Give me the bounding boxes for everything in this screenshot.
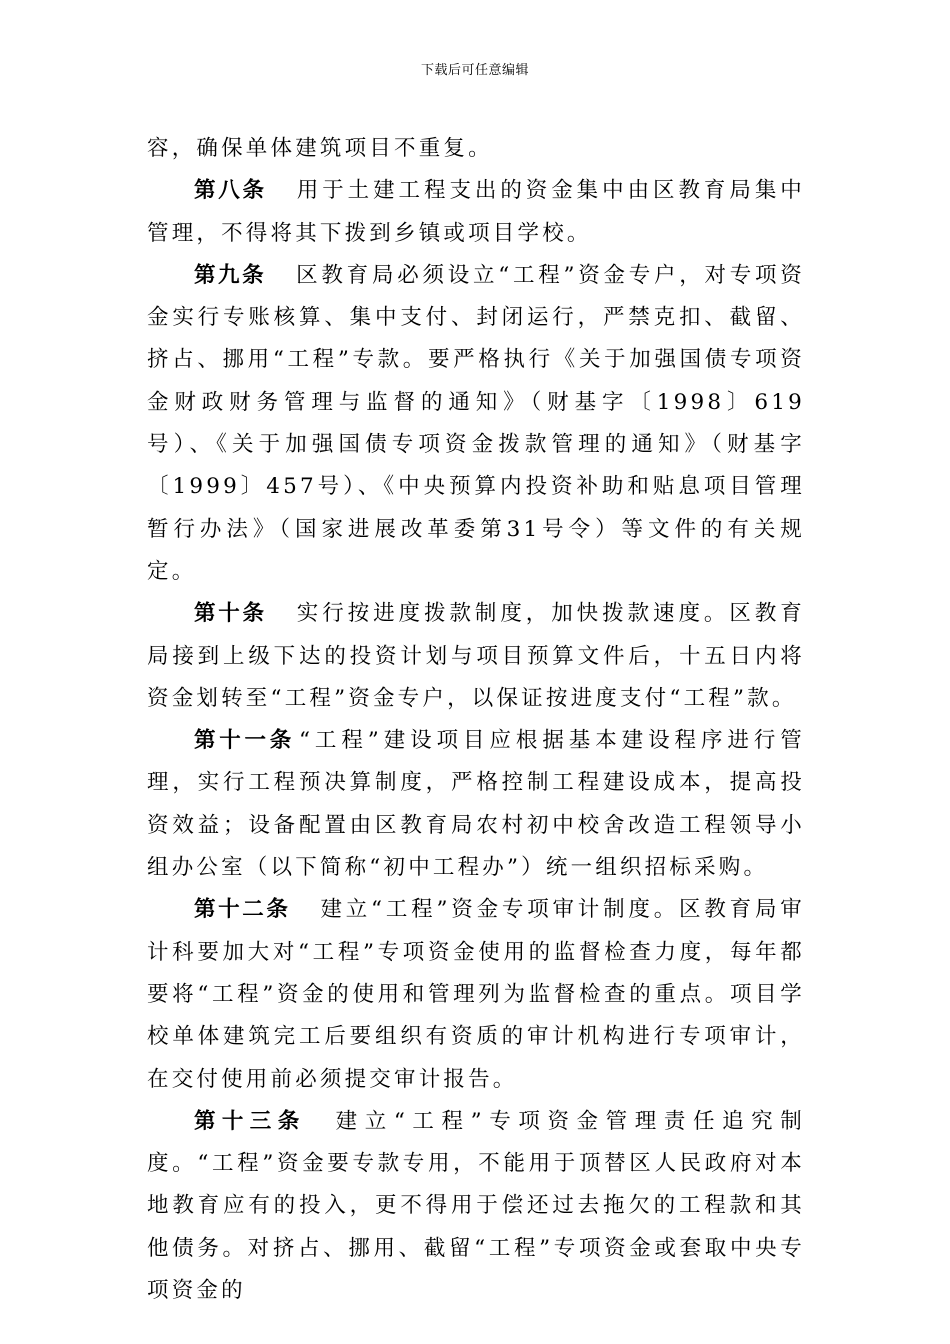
- article-13: [147, 1101, 805, 1312]
- article-heading: 第八条: [194, 178, 267, 204]
- article-heading: 第九条: [194, 262, 267, 288]
- article-heading: 第十一条: [194, 728, 295, 754]
- article-heading: 第十二条: [194, 897, 291, 923]
- article-text: “工程”建设项目应根据基本建设程序进行管理，实行工程预决算制度，严格控制工程建设成本，提高投资效益；设备配置由区教育局农村初中校舍改造工程领导小组办公室（以下简称“初中工程办”）统一组织招标采购。: [147, 728, 805, 881]
- article-text: 实行按进度拨款制度，加快拨款速度。区教育局接到上级下达的投资计划与项目预算文件后，十五日内将资金划转至“工程”资金专户，以保证按进度支付“工程”款。: [147, 601, 805, 711]
- page-header: 下载后可任意编辑: [420, 63, 529, 78]
- article-heading: 第十条: [194, 601, 267, 627]
- article-11: [147, 720, 805, 889]
- article-9: [147, 255, 805, 593]
- article-text: 用于土建工程支出的资金集中由区教育局集中管理，不得将其下拨到乡镇或项目学校。: [147, 178, 805, 246]
- article-heading: 第十三条: [194, 1108, 306, 1134]
- article-text: 建立“工程”资金专项审计制度。区教育局审计科要加大对“工程”专项资金使用的监督检查力度，每年都要将“工程”资金的使用和管理列为监督检查的重点。项目学校单体建筑完工后要组织有资质的审计机构进行专项审计，在交付使用前必须提交审计报告。: [147, 897, 805, 1092]
- paragraph-continuation: [147, 128, 805, 170]
- article-10: [147, 593, 805, 720]
- article-text: 建立“工程”专项资金管理责任追究制度。“工程”资金要专款专用，不能用于顶替区人民政府对本地教育应有的投入，更不得用于偿还过去拖欠的工程款和其他债务。对挤占、挪用、截留“工程”专项资金或套取中央专项资金的: [147, 1108, 805, 1304]
- article-8: [147, 170, 805, 255]
- article-12: [147, 889, 805, 1100]
- paragraph-text: 容，确保单体建筑项目不重复。: [147, 136, 493, 161]
- article-text: 区教育局必须设立“工程”资金专户，对专项资金实行专账核算、集中支付、封闭运行，严禁克扣、截留、挤占、挪用“工程”专款。要严格执行《关于加强国债专项资金财政财务管理与监督的通知》（财基字〔1998〕619号）、《关于加强国债专项资金拨款管理的通知》（财基字〔1999〕457号）、《中央预算内投资补助和贴息项目管理暂行办法》（国家进展改革委第31号令）等文件的有关规定。: [147, 262, 805, 584]
- document-body: [147, 128, 805, 1312]
